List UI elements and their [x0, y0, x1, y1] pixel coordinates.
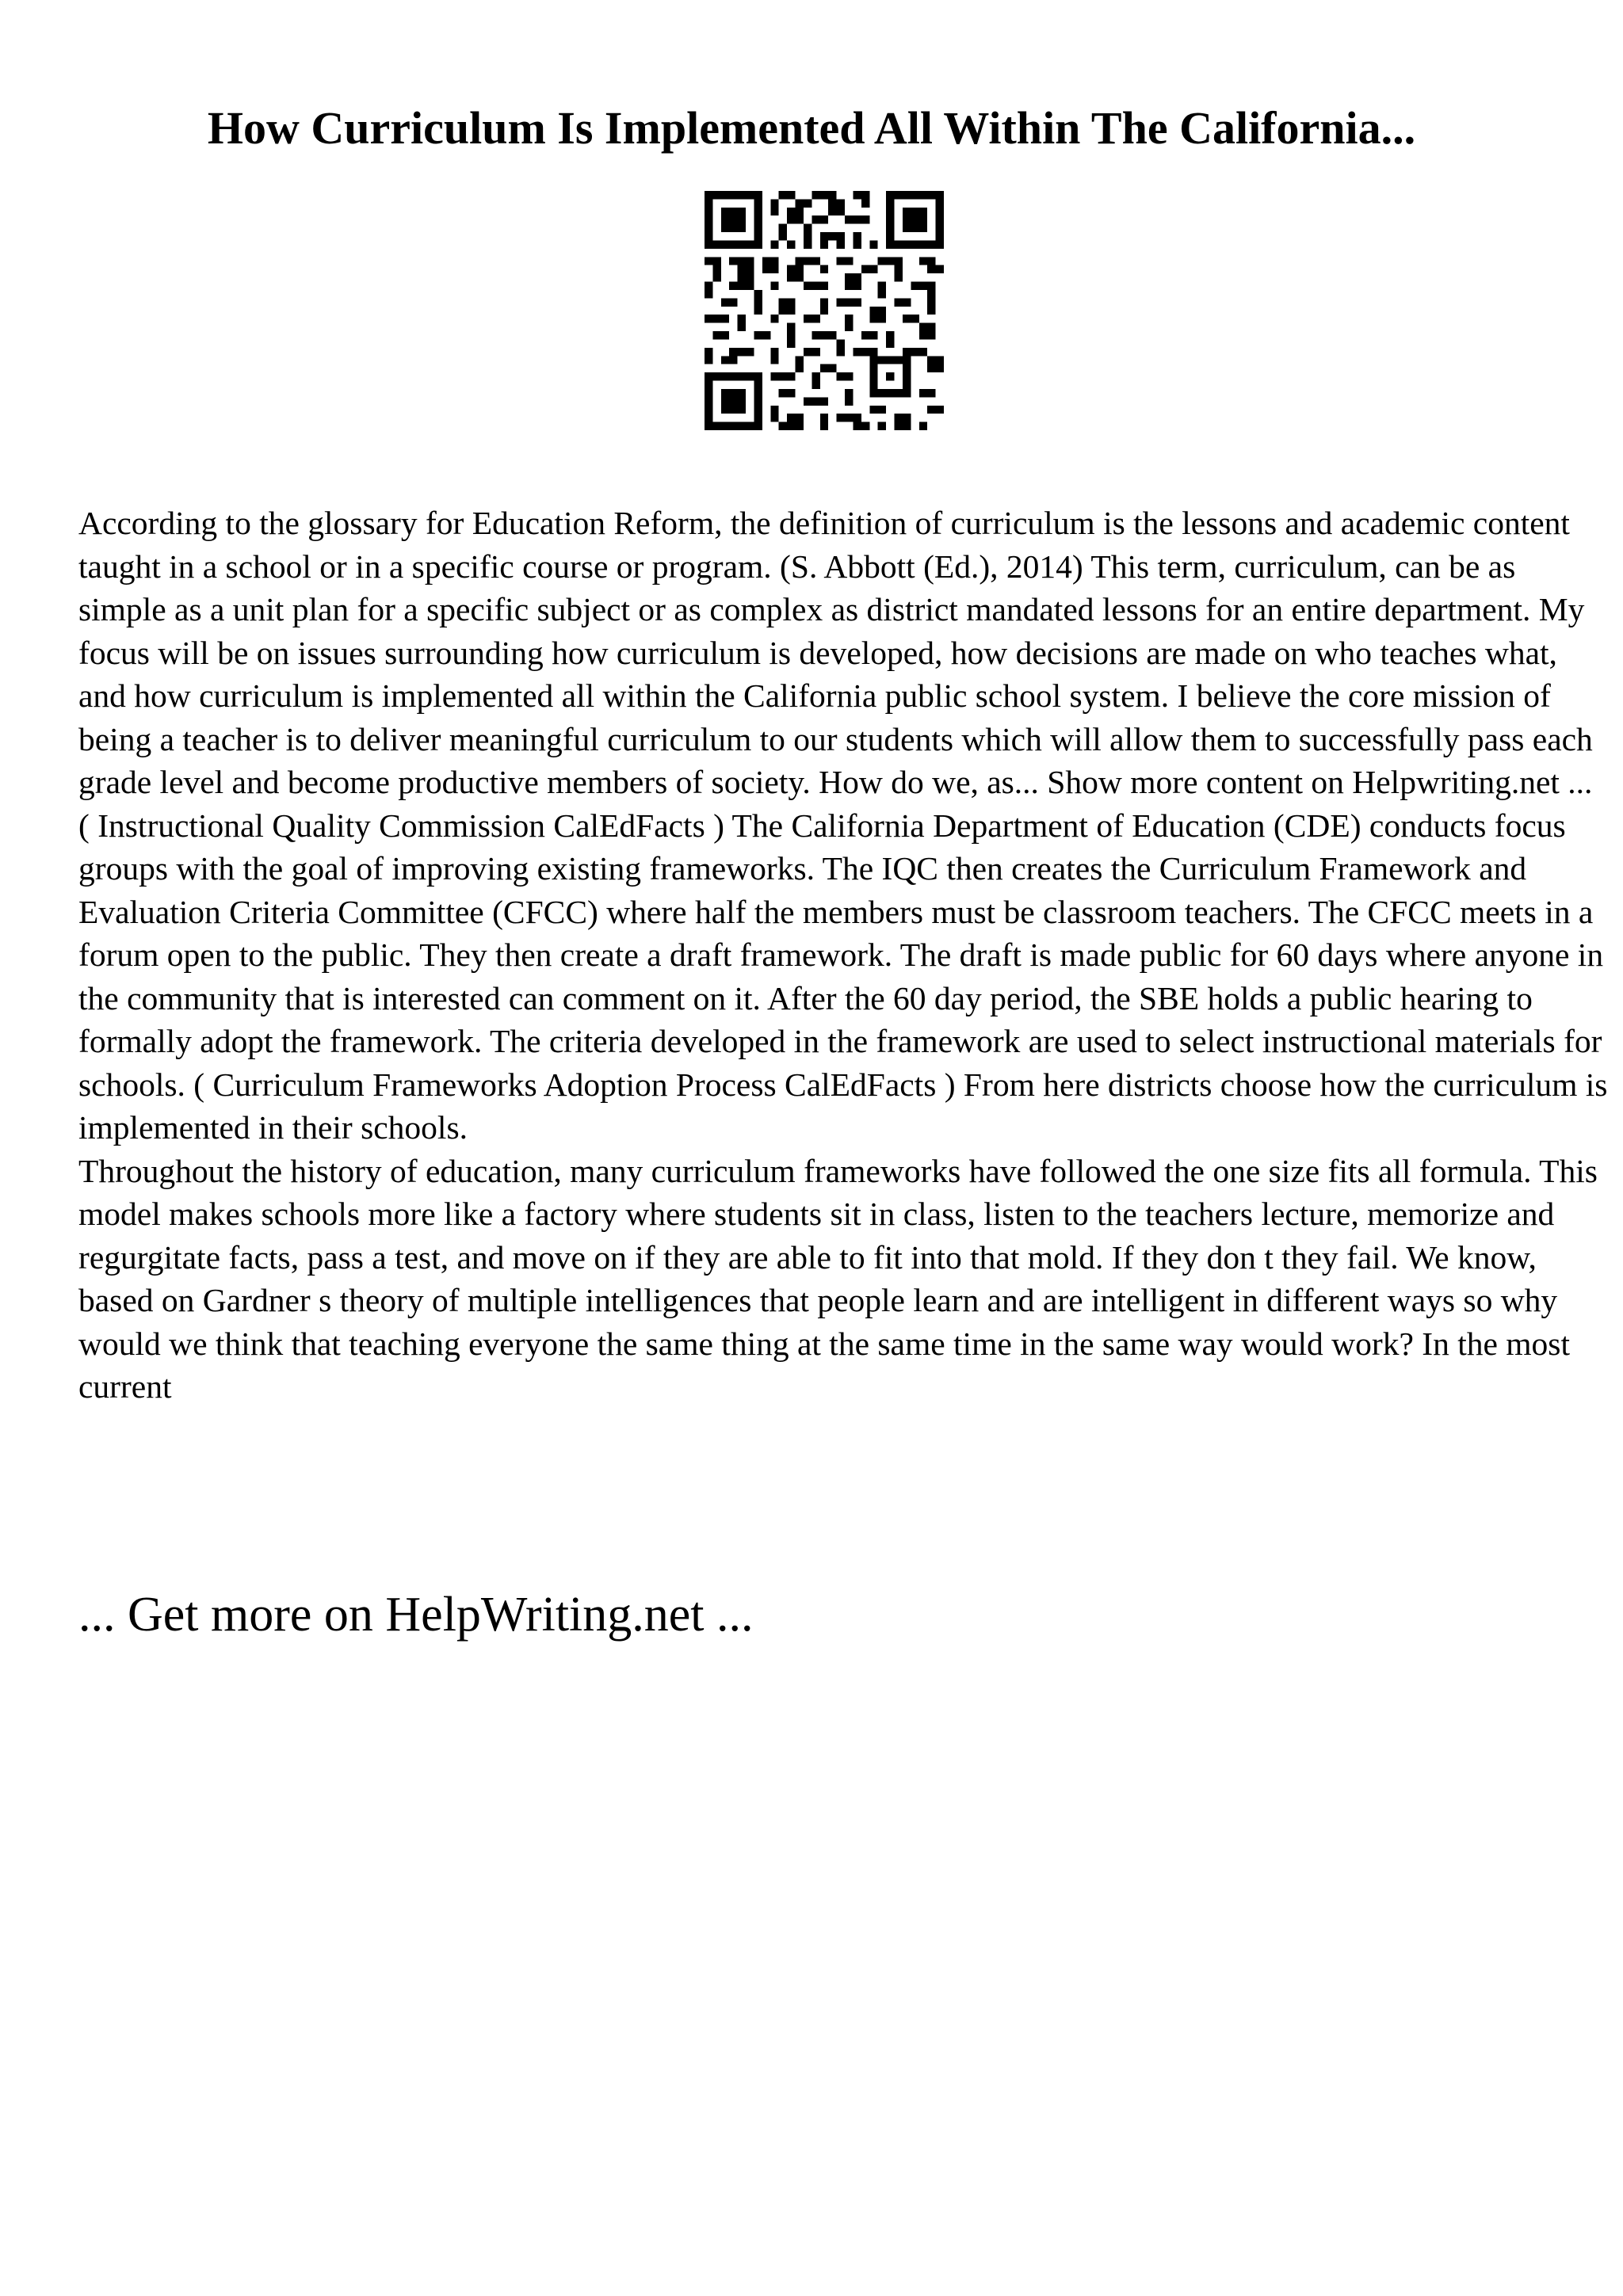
paragraph-frameworks: ( Instructional Quality Commission CalEdFacts ) The California Department of Education (CDE) conducts focus groups with the goal of improving existing frameworks. The IQC then creates the Curriculum Framework and Evaluation Criteria Committee (CFCC) where half the members must be classroom teachers. The CFCC meets in a forum open to the public. They then create a draft framework. The draft is made public for 60 days where anyone in the community that is interested can comment on it. After the 60 day period, the SBE holds a public hearing to formally adopt the framework. The criteria developed in the framework are used to select instructional materials for schools. ( Curriculum Frameworks Adoption Process CalEdFacts ) From here districts choose how the curriculum is implemented in their schools. — [78, 807, 1608, 1146]
paragraph-history: Throughout the history of education, many curriculum frameworks have followed the one size fits all formula. This model makes schools more like a factory where students sit in class, listen to the teachers lecture, memorize and regurgitate facts, pass a test, and move on if they are able to fit into that mold. If they don t they fail. We know, based on Gardner s theory of multiple intelligences that people learn and are intelligent in different ways so why would we think that teaching everyone the same thing at the same time in the same way would work? In the most current — [78, 1152, 1598, 1405]
get-more-link[interactable]: ... Get more on HelpWriting.net ... — [78, 1588, 754, 1642]
article-body — [78, 502, 1608, 1409]
paragraph-intro: According to the glossary for Education Reform, the definition of curriculum is the lessons and academic content taught in a school or in a specific course or program. (S. Abbott (Ed.), 2014) This term, curriculum, can be as simple as a unit plan for a specific subject or as complex as district mandated lessons for an entire department. My focus will be on issues surrounding how curriculum is developed, how decisions are made on who teaches what, and how curriculum is implemented all within the California public school system. I believe the core mission of being a teacher is to deliver meaningful curriculum to our students which will allow them to successfully pass each grade level and become productive members of society. How do we, as... Show more content on Helpwriting.net ... — [78, 505, 1593, 800]
qr-code-icon — [705, 191, 944, 430]
page-title: How Curriculum Is Implemented All Within The California... — [207, 102, 1416, 154]
qr-code-graphic — [705, 191, 944, 430]
